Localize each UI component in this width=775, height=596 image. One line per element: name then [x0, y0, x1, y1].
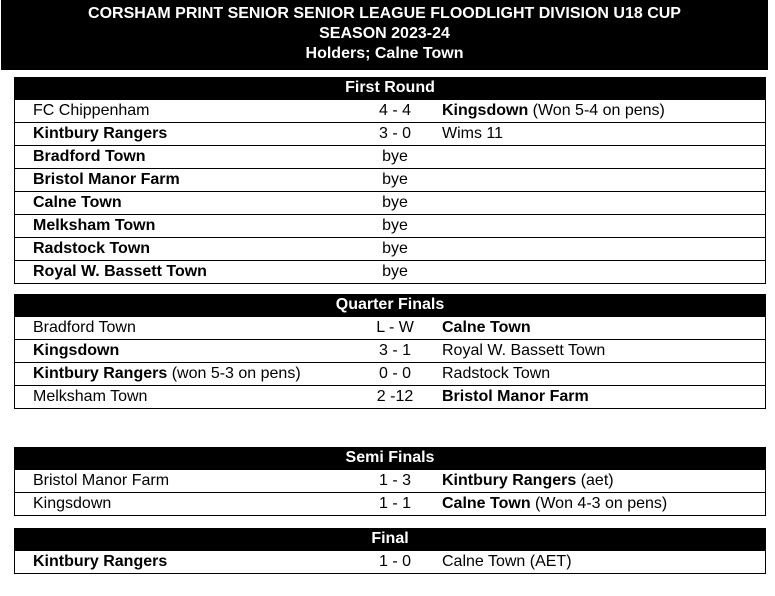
fixture-row	[14, 169, 766, 192]
score: 2 -12	[376, 388, 414, 405]
home-team: Melksham Town	[33, 388, 148, 405]
home-team: Royal W. Bassett Town	[33, 263, 207, 280]
home-team: Kintbury Rangers	[33, 125, 168, 142]
score: L - W	[376, 319, 414, 336]
fixture-row	[14, 316, 766, 340]
home-team: Kingsdown	[33, 342, 120, 359]
round-title: First Round	[14, 77, 766, 99]
round-title: Final	[14, 528, 766, 550]
fixture-row	[14, 363, 766, 386]
away-note: (AET)	[525, 553, 572, 570]
away-note: (aet)	[576, 472, 614, 489]
score: bye	[382, 194, 408, 211]
away-team: Royal W. Bassett Town	[442, 342, 606, 359]
score: 1 - 1	[378, 495, 411, 512]
fixture-row	[14, 493, 766, 516]
home-note: (won 5-3 on pens)	[167, 365, 301, 382]
home-team: Calne Town	[33, 194, 122, 211]
home-cell	[33, 363, 301, 385]
away-cell	[442, 551, 572, 573]
fixture-row	[14, 340, 766, 363]
away-team: Wims 11	[442, 125, 504, 142]
holders-label: Holders; Calne Town	[305, 45, 464, 62]
home-team: Kintbury Rangers	[33, 365, 168, 382]
round-title: Semi Finals	[14, 447, 766, 469]
round-title: Quarter Finals	[14, 294, 766, 316]
home-team: Kingsdown	[33, 495, 112, 512]
away-cell	[442, 470, 614, 492]
score: 4 - 4	[378, 102, 411, 119]
season-label: SEASON 2023-24	[319, 25, 450, 42]
fixture-row	[14, 386, 766, 409]
score: 1 - 0	[378, 553, 411, 570]
home-team: Melksham Town	[33, 217, 156, 234]
fixture-row	[14, 215, 766, 238]
score: 3 - 0	[378, 125, 411, 142]
score: bye	[382, 217, 408, 234]
away-team: Kintbury Rangers	[442, 472, 577, 489]
fixture-row	[14, 146, 766, 169]
away-note: (Won 5-4 on pens)	[528, 102, 665, 119]
score: 1 - 3	[378, 472, 411, 489]
first-round-section	[14, 77, 766, 284]
score: bye	[382, 171, 408, 188]
away-team: Calne Town	[442, 319, 531, 336]
home-team: Bradford Town	[33, 148, 146, 165]
score: bye	[382, 148, 408, 165]
quarter-finals-section	[14, 294, 766, 409]
home-team: FC Chippenham	[33, 102, 150, 119]
fixture-row	[14, 99, 766, 123]
away-team: Bristol Manor Farm	[442, 388, 589, 405]
home-team: Bradford Town	[33, 319, 136, 336]
away-cell	[442, 493, 667, 515]
competition-title: CORSHAM PRINT SENIOR SENIOR LEAGUE FLOODLIGHT DIVISION U18 CUP	[88, 5, 681, 22]
home-team: Radstock Town	[33, 240, 151, 257]
semi-finals-section	[14, 447, 766, 516]
fixture-row	[14, 123, 766, 146]
away-team: Kingsdown	[442, 102, 529, 119]
score: bye	[382, 263, 408, 280]
fixture-row	[14, 238, 766, 261]
home-team: Kintbury Rangers	[33, 553, 168, 570]
away-team: Radstock Town	[442, 365, 551, 382]
home-team: Bristol Manor Farm	[33, 171, 180, 188]
home-team: Bristol Manor Farm	[33, 472, 170, 489]
away-team: Calne Town	[442, 553, 526, 570]
score: 0 - 0	[378, 365, 411, 382]
fixture-row	[14, 261, 766, 284]
score: 3 - 1	[378, 342, 411, 359]
cup-header	[1, 0, 768, 70]
final-section	[14, 528, 766, 574]
away-cell	[442, 100, 665, 122]
fixture-row	[14, 469, 766, 493]
fixture-row	[14, 550, 766, 574]
score: bye	[382, 240, 408, 257]
fixture-row	[14, 192, 766, 215]
away-note: (Won 4-3 on pens)	[530, 495, 668, 512]
away-team: Calne Town	[442, 495, 531, 512]
